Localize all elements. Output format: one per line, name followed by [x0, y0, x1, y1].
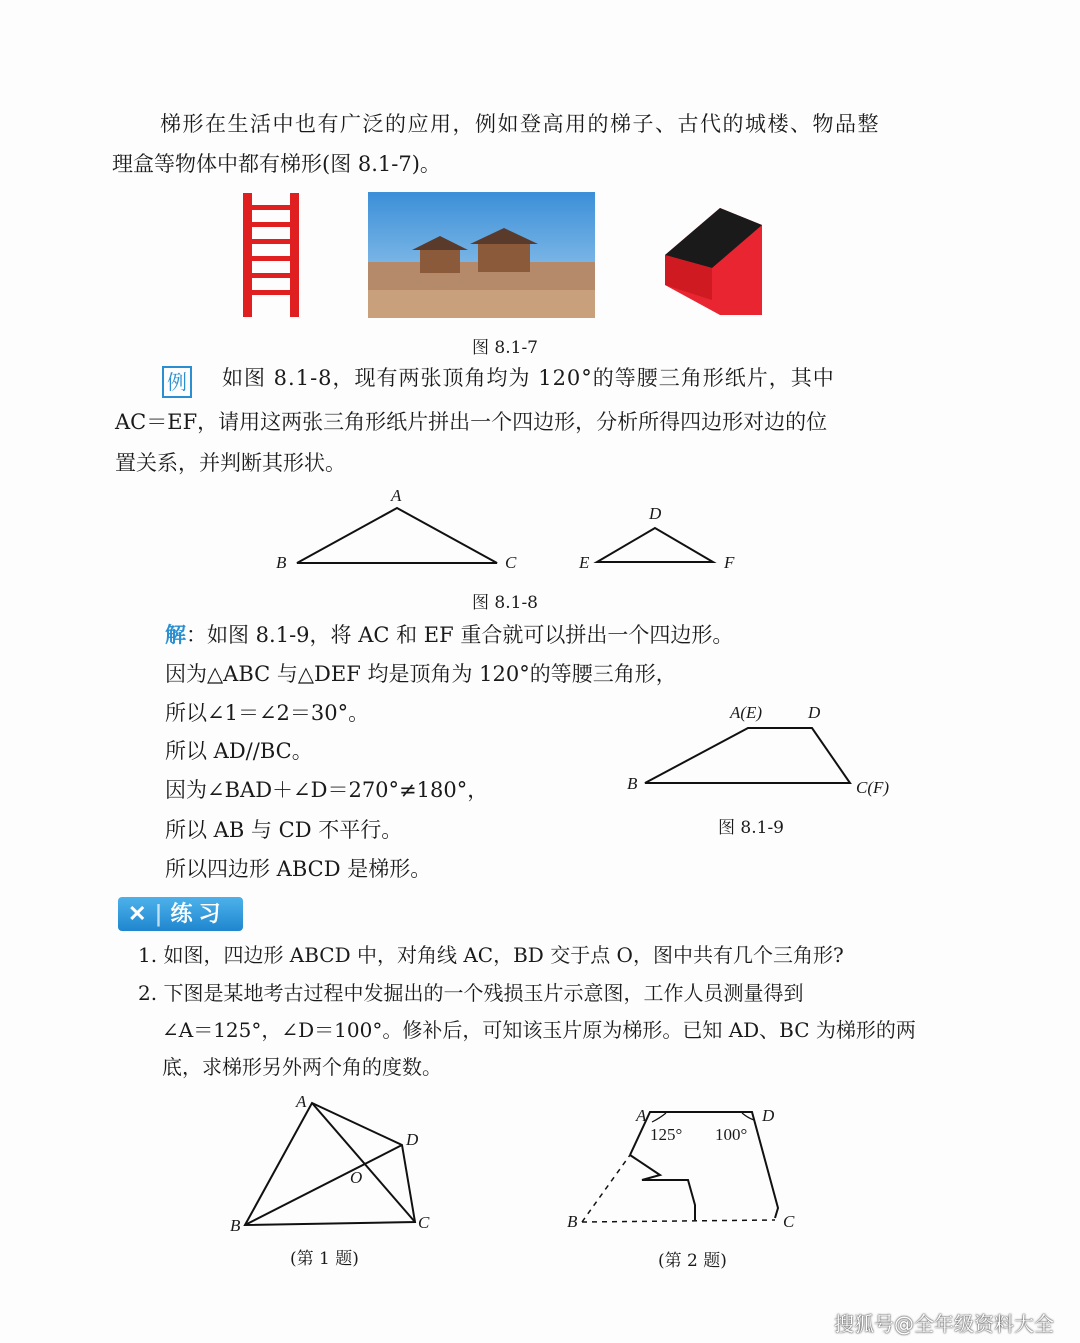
solution-line-1 [165, 624, 733, 646]
practice-title: 练习 [170, 901, 227, 927]
example-line-3: 置关系，并判断其形状。 [115, 451, 346, 475]
figure-caption: (第 1 题) [290, 1249, 359, 1269]
label-f: F [724, 553, 735, 572]
label-b: B [567, 1212, 578, 1231]
label-b: B [276, 553, 287, 572]
trapezoid-abcd [645, 728, 850, 783]
label-c: C [505, 553, 517, 572]
label-d: D [808, 703, 821, 722]
solution-text: ：如图 8.1-9，将 AC 和 EF 重合就可以拼出一个四边形。 [186, 623, 734, 647]
figure-caption: (第 2 题) [658, 1251, 727, 1271]
intro-line-2: 理盒等物体中都有梯形(图 8.1-7)。 [112, 152, 441, 176]
exercise-2-line-3: 底，求梯形另外两个角的度数。 [162, 1055, 442, 1079]
angle-a-value: 125° [650, 1125, 683, 1144]
angle-d-value: 100° [715, 1125, 748, 1144]
label-d: D [406, 1130, 419, 1149]
label-b: B [627, 774, 638, 793]
label-d: D [649, 504, 662, 523]
exercise-1: 1. 如图，四边形 ABCD 中，对角线 AC，BD 交于点 O，图中共有几个三角形? [138, 943, 844, 967]
label-b: B [230, 1216, 241, 1235]
label-e: E [579, 553, 590, 572]
example-badge: 例 [162, 366, 192, 398]
label-a: A [296, 1092, 307, 1111]
practice-badge: ✕ | 练习 [118, 897, 243, 931]
exercise-2-line-1: 2. 下图是某地考古过程中发掘出的一个残损玉片示意图，工作人员测量得到 [138, 981, 804, 1005]
triangle-def [597, 528, 713, 562]
solution-line-2: 因为△ABC 与△DEF 均是顶角为 120°的等腰三角形， [165, 662, 677, 686]
solution-line-4: 所以 AD//BC。 [165, 739, 313, 763]
label-d: D [762, 1106, 775, 1125]
solution-label: 解 [165, 622, 186, 647]
solution-line-6: 所以 AB 与 CD 不平行。 [165, 818, 403, 842]
practice-icon: ✕ [128, 901, 147, 927]
exercise-2-line-2: ∠A＝125°，∠D＝100°。修补后，可知该玉片原为梯形。已知 AD、BC 为梯形的两 [162, 1018, 916, 1042]
intro-line-1: 梯形在生活中也有广泛的应用，例如登高用的梯子、古代的城楼、物品整 [160, 112, 880, 136]
quadrilateral-q1 [245, 1103, 415, 1225]
example-line-1: 如图 8.1-8，现有两张顶角均为 120°的等腰三角形纸片，其中 [222, 366, 835, 390]
solution-line-3: 所以∠1＝∠2＝30°。 [165, 701, 370, 725]
solution-line-5: 因为∠BAD＋∠D＝270°≠180°， [165, 778, 489, 802]
example-line-2: AC＝EF，请用这两张三角形纸片拼出一个四边形，分析所得四边形对边的位 [115, 410, 828, 434]
figure-caption: 图 8.1-9 [718, 818, 784, 838]
label-o: O [350, 1168, 363, 1187]
label-c: C [783, 1212, 795, 1231]
label-cf: C(F) [856, 778, 890, 797]
label-ae: A(E) [730, 703, 763, 722]
label-a: A [391, 486, 402, 505]
watermark: 搜狐号@全年级资料大全 [834, 1312, 1054, 1336]
triangle-abc [297, 508, 497, 563]
label-c: C [418, 1213, 430, 1232]
solution-line-7: 所以四边形 ABCD 是梯形。 [165, 857, 432, 881]
figure-caption: 图 8.1-7 [472, 338, 538, 358]
figure-caption: 图 8.1-8 [472, 593, 538, 613]
label-a: A [636, 1106, 647, 1125]
